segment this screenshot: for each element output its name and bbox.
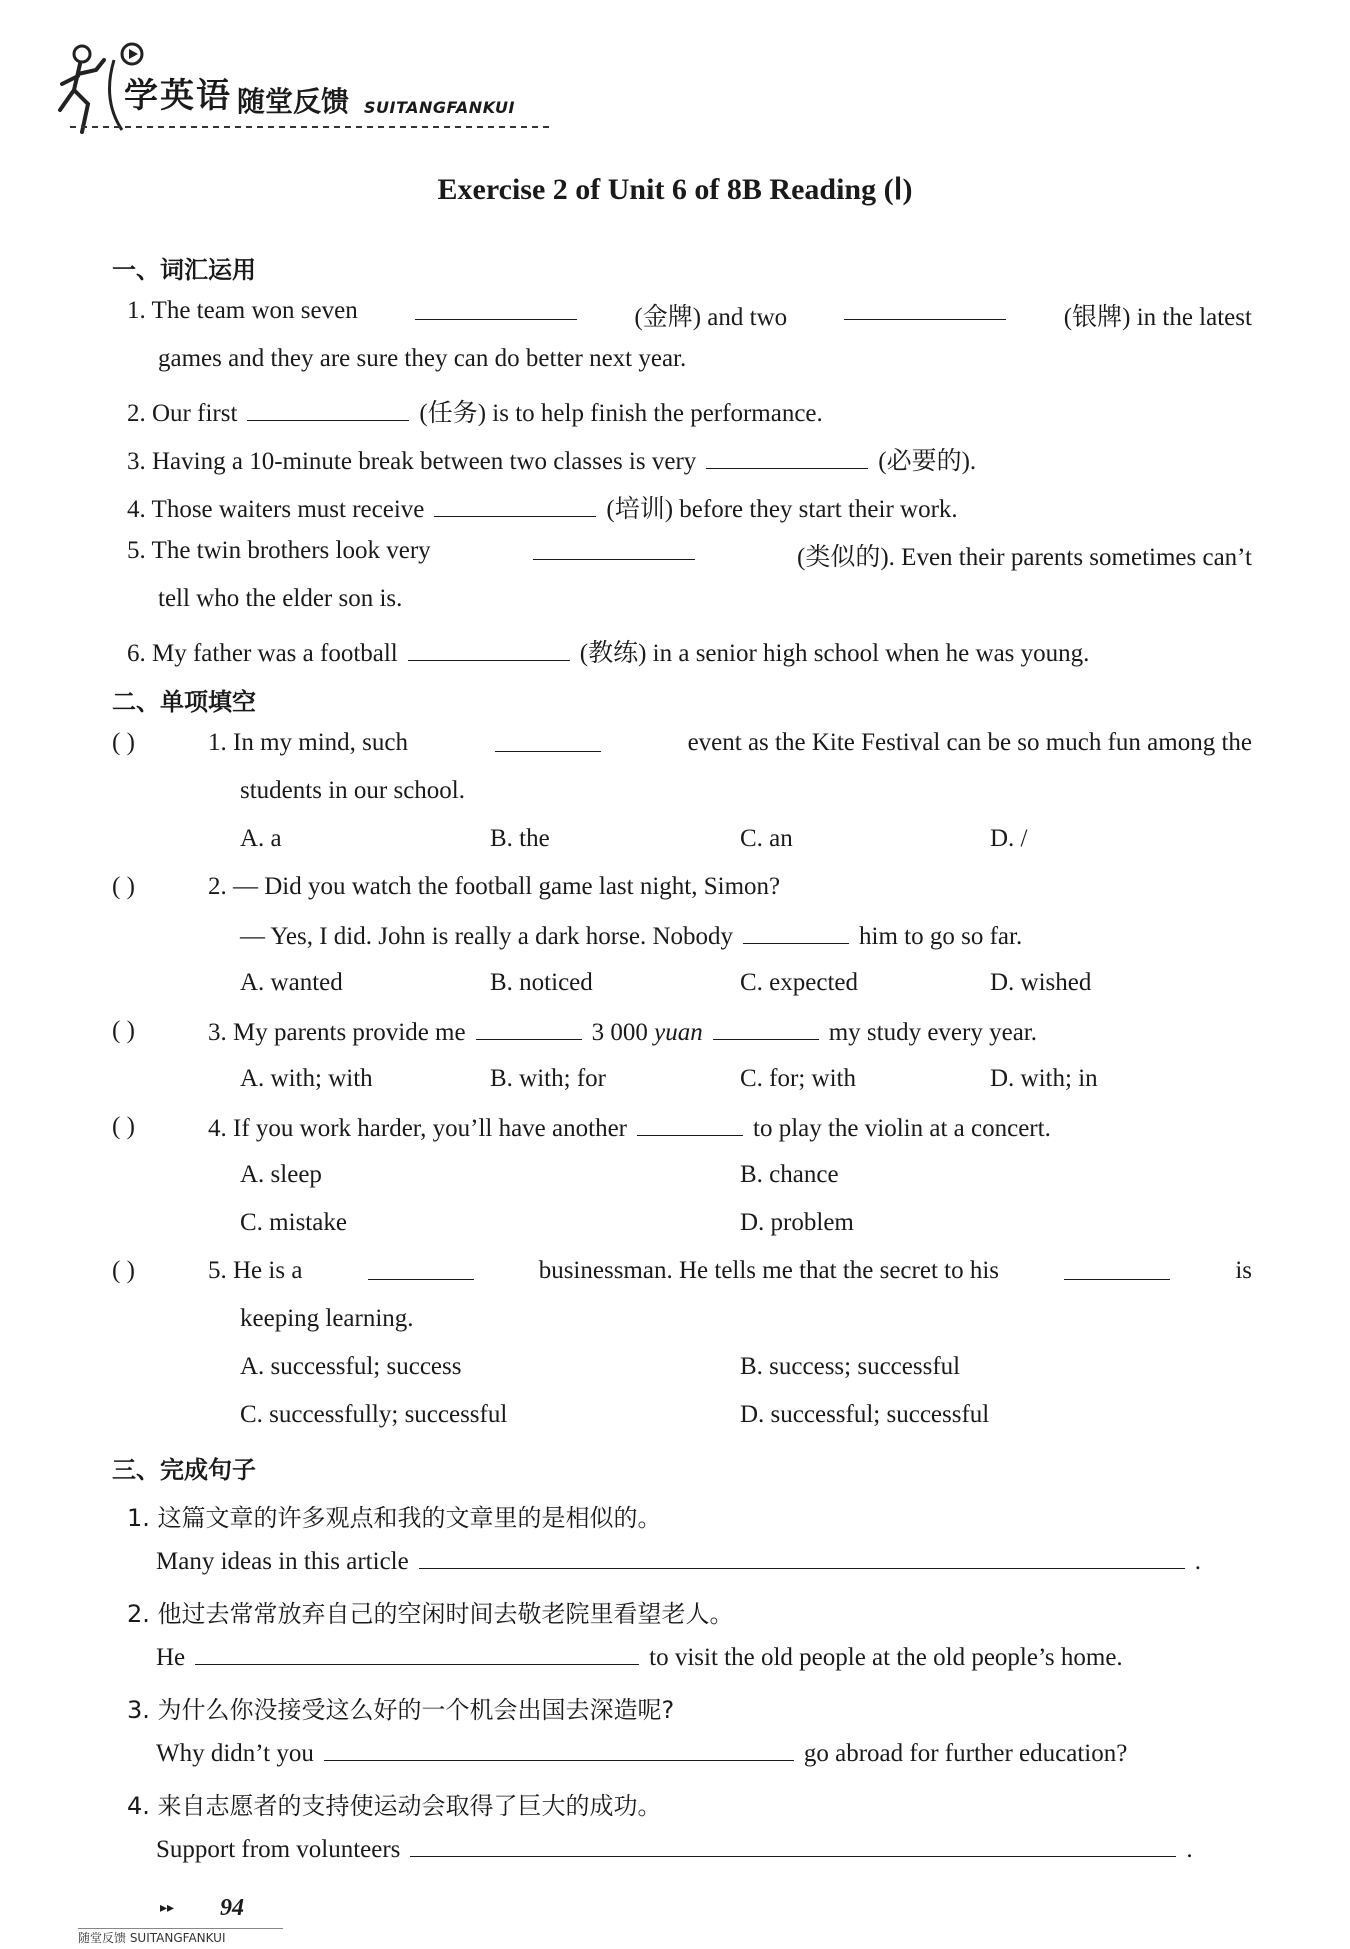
vocab-q6-text-b: (教练) in a senior high school when he was young. bbox=[579, 640, 1090, 667]
mc-q4-option-b[interactable]: B. chance bbox=[740, 1161, 839, 1188]
mc-q5-answer-paren[interactable]: ( ) bbox=[112, 1257, 135, 1284]
vocab-q4-blank[interactable] bbox=[434, 494, 596, 517]
vocab-q1-text-c: (银牌) in the latest bbox=[1063, 304, 1252, 331]
sentence-q1-period: . bbox=[1194, 1548, 1201, 1575]
exercise-title: Exercise 2 of Unit 6 of 8B Reading (Ⅰ) bbox=[437, 173, 913, 206]
mc-q2-answer-paren[interactable]: ( ) bbox=[112, 873, 135, 900]
vocab-q6-blank[interactable] bbox=[408, 638, 570, 661]
sentence-q2-answer-line[interactable] bbox=[195, 1642, 639, 1665]
mc-q5-blank-2 bbox=[1064, 1257, 1170, 1280]
brand-title-cn: 学英语 bbox=[124, 76, 232, 116]
brand-subtitle-cn: 随堂反馈 bbox=[237, 85, 350, 118]
vocab-q6-text-a: 6. My father was a football bbox=[127, 640, 398, 667]
section-multiple-choice-heading: 二、单项填空 bbox=[112, 688, 256, 716]
mc-q5-option-a[interactable]: A. successful; success bbox=[240, 1353, 462, 1380]
mc-q3-blank-2 bbox=[713, 1017, 819, 1040]
vocab-question-2 bbox=[127, 393, 823, 429]
mc-q4-answer-paren[interactable]: ( ) bbox=[112, 1113, 135, 1140]
mc-q5-option-b[interactable]: B. success; successful bbox=[740, 1353, 961, 1380]
sentence-q3-tail: go abroad for further education? bbox=[803, 1740, 1128, 1767]
mc-q1-answer-paren[interactable]: ( ) bbox=[112, 729, 135, 756]
mc-question-2: 2. — Did you watch the football game last night, Simon? bbox=[208, 873, 781, 900]
vocab-q1-continuation: games and they are sure they can do better next year. bbox=[158, 345, 687, 372]
mc-q1-option-d[interactable]: D. / bbox=[990, 825, 1028, 852]
vocab-q5-continuation: tell who the elder son is. bbox=[158, 585, 403, 612]
mc-q5-continuation: keeping learning. bbox=[240, 1305, 414, 1332]
sentence-q2-chinese: 2. 他过去常常放弃自己的空闲时间去敬老院里看望老人。 bbox=[127, 1600, 734, 1628]
mc-question-3 bbox=[208, 1017, 1037, 1047]
sentence-q1-english bbox=[156, 1546, 1201, 1576]
mc-q3-amount: 3 000 bbox=[591, 1019, 648, 1046]
mc-q4-option-a[interactable]: A. sleep bbox=[240, 1161, 322, 1188]
sentence-q2-english bbox=[156, 1642, 1123, 1672]
mc-q1-text-a: 1. In my mind, such bbox=[208, 729, 408, 756]
mc-q4-text-b: to play the violin at a concert. bbox=[753, 1115, 1051, 1142]
vocab-q4-text-b: (培训) before they start their work. bbox=[606, 496, 958, 523]
vocab-question-3 bbox=[127, 441, 976, 477]
sentence-q4-lead: Support from volunteers bbox=[156, 1836, 401, 1863]
vocab-q5-text-b: (类似的). Even their parents sometimes can’t bbox=[797, 544, 1252, 571]
sentence-q1-answer-line[interactable] bbox=[419, 1546, 1185, 1569]
sentence-q1-lead: Many ideas in this article bbox=[156, 1548, 409, 1575]
vocab-q3-blank[interactable] bbox=[706, 446, 868, 469]
mc-q1-option-b[interactable]: B. the bbox=[490, 825, 550, 852]
mc-q4-option-d[interactable]: D. problem bbox=[740, 1209, 854, 1236]
sentence-q4-english bbox=[156, 1834, 1193, 1864]
mc-q2-option-c[interactable]: C. expected bbox=[740, 969, 859, 996]
vocab-q1-blank-2[interactable] bbox=[844, 297, 1006, 320]
mc-question-5 bbox=[208, 1257, 1252, 1285]
sentence-q2-tail: to visit the old people at the old people’s home. bbox=[649, 1644, 1123, 1671]
vocab-q5-blank[interactable] bbox=[533, 537, 695, 560]
sentence-q3-english bbox=[156, 1738, 1127, 1768]
mc-q5-option-d[interactable]: D. successful; successful bbox=[740, 1401, 990, 1428]
mc-q3-text-a: 3. My parents provide me bbox=[208, 1019, 466, 1046]
mc-q2-text-c: him to go so far. bbox=[859, 923, 1023, 950]
mc-q5-text-c: is bbox=[1235, 1257, 1252, 1284]
mc-q4-option-c[interactable]: C. mistake bbox=[240, 1209, 347, 1236]
brand-header bbox=[52, 40, 552, 145]
vocab-question-1 bbox=[127, 297, 1252, 333]
mc-q3-option-a[interactable]: A. with; with bbox=[240, 1065, 373, 1092]
vocab-question-4 bbox=[127, 489, 958, 525]
mc-q2-text-b: — Yes, I did. John is really a dark horse. Nobody bbox=[240, 923, 734, 950]
mc-q3-option-b[interactable]: B. with; for bbox=[490, 1065, 606, 1092]
sentence-q2-lead: He bbox=[156, 1644, 186, 1671]
mc-q2-reply bbox=[240, 921, 1022, 951]
sentence-q3-lead: Why didn’t you bbox=[156, 1740, 314, 1767]
mc-q5-text-b: businessman. He tells me that the secret to his bbox=[538, 1257, 1000, 1284]
vocab-q3-text-a: 3. Having a 10-minute break between two classes is very bbox=[127, 448, 697, 475]
vocab-q4-text-a: 4. Those waiters must receive bbox=[127, 496, 425, 523]
mc-q5-text-a: 5. He is a bbox=[208, 1257, 303, 1284]
mc-q1-option-c[interactable]: C. an bbox=[740, 825, 793, 852]
mc-q2-option-b[interactable]: B. noticed bbox=[490, 969, 593, 996]
vocab-q2-text-b: (任务) is to help finish the performance. bbox=[419, 400, 823, 427]
mc-q3-answer-paren[interactable]: ( ) bbox=[112, 1017, 135, 1044]
mc-q2-option-d[interactable]: D. wished bbox=[990, 969, 1092, 996]
sentence-q4-answer-line[interactable] bbox=[410, 1834, 1176, 1857]
mc-q5-option-c[interactable]: C. successfully; successful bbox=[240, 1401, 508, 1428]
mc-q4-blank bbox=[637, 1113, 743, 1136]
footer-arrow-icon: ▸▸ bbox=[160, 1900, 175, 1916]
sentence-q3-answer-line[interactable] bbox=[324, 1738, 794, 1761]
vocab-q2-text-a: 2. Our first bbox=[127, 400, 238, 427]
mc-q1-continuation: students in our school. bbox=[240, 777, 465, 804]
mc-q1-text-b: event as the Kite Festival can be so much fun among the bbox=[687, 729, 1252, 756]
sentence-q4-period: . bbox=[1186, 1836, 1193, 1863]
vocab-q2-blank[interactable] bbox=[247, 398, 409, 421]
mc-q1-option-a[interactable]: A. a bbox=[240, 825, 282, 852]
mc-q3-blank-1 bbox=[476, 1017, 582, 1040]
brand-underline bbox=[70, 122, 550, 132]
mc-q3-unit: yuan bbox=[654, 1019, 703, 1046]
mc-q3-text-d: my study every year. bbox=[828, 1019, 1037, 1046]
mc-q2-option-a[interactable]: A. wanted bbox=[240, 969, 343, 996]
vocab-q5-text-a: 5. The twin brothers look very bbox=[127, 537, 431, 564]
vocab-q1-text-b: (金牌) and two bbox=[634, 304, 788, 331]
mc-q3-option-c[interactable]: C. for; with bbox=[740, 1065, 856, 1092]
mc-q2-blank bbox=[743, 921, 849, 944]
sentence-q4-chinese: 4. 来自志愿者的支持使运动会取得了巨大的成功。 bbox=[127, 1792, 662, 1820]
mc-q4-text-a: 4. If you work harder, you’ll have another bbox=[208, 1115, 627, 1142]
vocab-question-6 bbox=[127, 633, 1089, 669]
sentence-q1-chinese: 1. 这篇文章的许多观点和我的文章里的是相似的。 bbox=[127, 1504, 662, 1532]
mc-q5-blank-1 bbox=[368, 1257, 474, 1280]
vocab-q1-text-a: 1. The team won seven bbox=[127, 297, 358, 324]
mc-question-4 bbox=[208, 1113, 1051, 1143]
vocab-q3-text-b: (必要的). bbox=[878, 448, 977, 475]
vocab-q1-blank-1[interactable] bbox=[415, 297, 577, 320]
footer-brand-bar: 随堂反馈 SUITANGFANKUI bbox=[78, 1928, 283, 1943]
mc-q1-blank bbox=[495, 729, 601, 752]
vocab-question-5 bbox=[127, 537, 1252, 573]
mc-question-1 bbox=[208, 729, 1252, 757]
page-number: 94 bbox=[220, 1895, 244, 1921]
mc-q3-option-d[interactable]: D. with; in bbox=[990, 1065, 1098, 1092]
section-vocabulary-heading: 一、词汇运用 bbox=[112, 256, 256, 284]
section-complete-sentences-heading: 三、完成句子 bbox=[112, 1456, 256, 1484]
brand-subtitle-en: SUITANGFANKUI bbox=[364, 98, 515, 117]
sentence-q3-chinese: 3. 为什么你没接受这么好的一个机会出国去深造呢? bbox=[127, 1696, 675, 1724]
